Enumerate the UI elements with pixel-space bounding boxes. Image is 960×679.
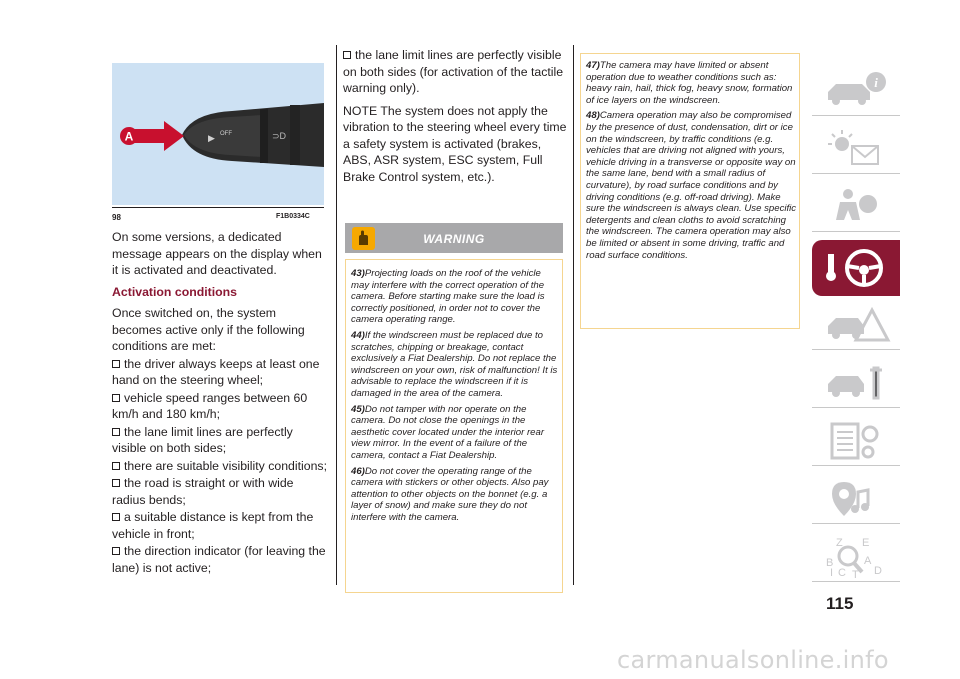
- index-icon: [822, 536, 892, 578]
- car-info-icon: [822, 70, 892, 112]
- column-separator: [573, 45, 574, 585]
- list-item: the road is straight or with wide radius bends;: [112, 476, 294, 507]
- checkbox-bullet-icon: [112, 394, 120, 402]
- column-1: [112, 229, 327, 576]
- warning-title: WARNING: [423, 232, 485, 246]
- tab-safety[interactable]: [812, 180, 900, 232]
- car-service-icon: [822, 362, 892, 404]
- column-separator: [336, 45, 337, 585]
- warning-entries-left: [351, 268, 561, 527]
- tab-dashboard[interactable]: [812, 122, 900, 174]
- tab-starting-driving[interactable]: [812, 240, 900, 296]
- key-steering-wheel-icon: [822, 246, 892, 292]
- index-letter: T: [852, 569, 859, 578]
- column-2: [343, 47, 568, 185]
- lane-assist-lever-illustration: [112, 63, 324, 205]
- tab-emergency[interactable]: [812, 298, 900, 350]
- tab-multimedia[interactable]: [812, 472, 900, 524]
- multimedia-icon: [822, 478, 892, 520]
- index-letter: A: [864, 555, 872, 567]
- page-number: 115: [826, 594, 854, 613]
- index-letter: B: [826, 557, 834, 569]
- checkbox-bullet-icon: [112, 547, 120, 555]
- warning-entry: 48)Camera operation may also be compromised by the presence of dust, condensation, dirt or ice on the windscreen, by traffic conditions (e.g. vehicles that are driving not aligned with yours, vehicle driving in a transverse or opposite way on the same lane, bend with a small radius of curvature), by road surface conditions and by driving conditions (e.g. off-road driving). Make sure the windscreen is always clean. Use specific detergents and clean cloths to avoid scratching the windscreen. The camera operation may also be limited or absent in some driving, traffic and road surface conditions.: [586, 110, 797, 261]
- note-paragraph: NOTE The system does not apply the vibration to the steering wheel every time a safety system is activated (brakes, ABS, ASR system, ESC system, Full Brake Control system, etc.).: [343, 103, 567, 184]
- figure-number: 98: [112, 213, 121, 222]
- checkbox-bullet-icon: [112, 462, 120, 470]
- list-item: there are suitable visibility conditions;: [112, 458, 327, 475]
- technical-data-icon: [822, 420, 892, 462]
- tab-index[interactable]: [812, 530, 900, 582]
- tab-servicing[interactable]: [812, 356, 900, 408]
- checkbox-bullet-icon: [343, 51, 351, 59]
- list-item: the direction indicator (for leaving the lane) is not active;: [112, 544, 326, 575]
- car-warning-icon: [822, 304, 892, 346]
- list-item: the lane limit lines are perfectly visible on both sides (for activation of the tactile warning only).: [343, 48, 564, 95]
- list-item: the lane limit lines are perfectly visible on both sides;: [112, 424, 293, 455]
- warning-entry: 45)Do not tamper with nor operate on the camera. Do not close the openings in the aesthetic cover located under the interior rear view mirror. In the event of a failure of the camera, contact a Fiat Dealership.: [351, 403, 545, 461]
- index-letter: E: [862, 537, 870, 549]
- checkbox-bullet-icon: [112, 360, 120, 368]
- intro-paragraph: On some versions, a dedicated message appears on the display when it is activated and deactivated.: [112, 230, 322, 277]
- callout-a-label: A: [124, 129, 134, 144]
- checkbox-bullet-icon: [112, 513, 120, 521]
- list-item: a suitable distance is kept from the vehicle in front;: [112, 510, 314, 541]
- conditions-intro: Once switched on, the system becomes active only if the following conditions are met:: [112, 306, 305, 353]
- list-item: vehicle speed ranges between 60 km/h and 180 km/h;: [112, 390, 308, 421]
- svg-text:i: i: [874, 75, 878, 90]
- warning-entry: 43)Projecting loads on the roof of the vehicle may interfere with the correct operation of the camera. Before starting make sure the load is correctly positioned, in order not to cover the camera operating range.: [351, 268, 545, 326]
- index-letter: D: [874, 565, 882, 577]
- lever-figure: [112, 63, 324, 205]
- index-letter: Z: [836, 537, 843, 549]
- watermark-text: carmanualsonline.info: [617, 646, 889, 674]
- checkbox-bullet-icon: [112, 428, 120, 436]
- dashboard-lights-icon: [822, 128, 892, 170]
- warning-entry: 46)Do not cover the operating range of the camera with stickers or other objects. Also pay attention to other objects on the bonnet (e.g. a layer of snow) and make sure they do not interfere with the camera.: [351, 465, 549, 523]
- warning-entries-right: [586, 60, 798, 265]
- tab-car-info[interactable]: [812, 64, 900, 116]
- list-item: the driver always keeps at least one hand on the steering wheel;: [112, 356, 320, 387]
- warning-entry: 44)If the windscreen must be replaced due to scratches, chipping or breakage, contact exclusively a Fiat Dealership. Do not replace the windscreen on your own, risk of malfunction! It is advisable to replace the windscreen if it is damaged in the area of the camera.: [351, 329, 558, 399]
- figure-divider: [112, 207, 324, 208]
- index-letter: I: [830, 567, 834, 578]
- checkbox-bullet-icon: [112, 479, 120, 487]
- index-letter: C: [838, 567, 846, 578]
- svg-text:⊃D: ⊃D: [272, 131, 287, 141]
- svg-text:▶: ▶: [208, 133, 215, 143]
- tab-technical-data[interactable]: [812, 414, 900, 466]
- airbag-safety-icon: [822, 186, 892, 228]
- svg-text:OFF: OFF: [220, 131, 232, 137]
- section-heading: Activation conditions: [112, 284, 238, 299]
- warning-entry: 47)The camera may have limited or absent operation due to weather conditions such as: heavy rain, hail, thick fog, heavy snow, formation of ice layers on the windscreen.: [586, 60, 793, 106]
- figure-code: F1B0334C: [276, 213, 310, 220]
